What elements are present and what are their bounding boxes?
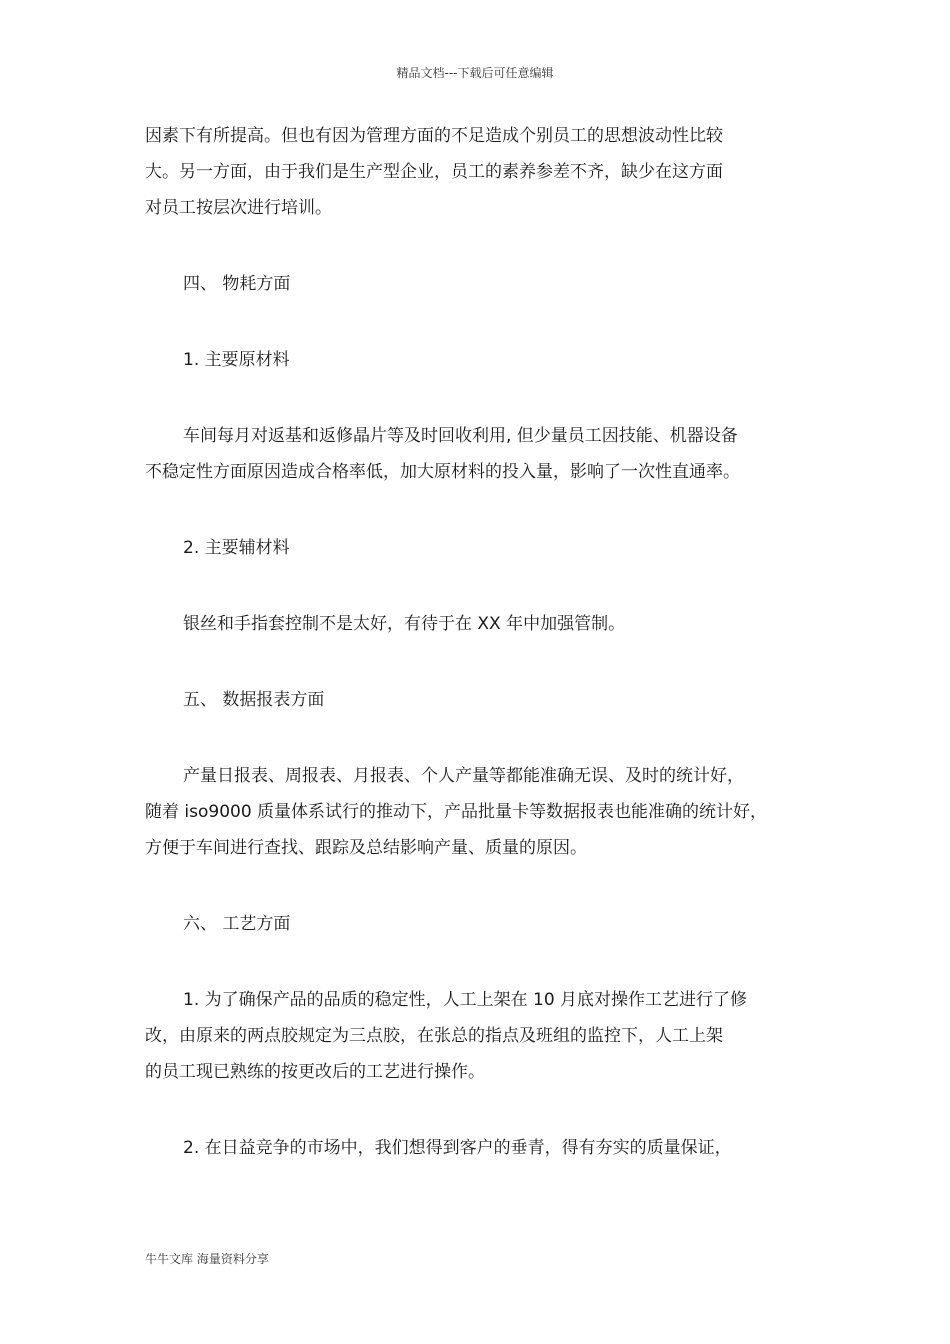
text-line: 方便于车间进行查找、跟踪及总结影响产量、质量的原因。 — [145, 838, 587, 858]
text-line: 的员工现已熟练的按更改后的工艺进行操作。 — [145, 1062, 485, 1082]
text-line: 对员工按层次进行培训。 — [145, 198, 332, 218]
paragraph-process-2 — [145, 1130, 825, 1166]
text-line: 车间每月对返基和返修晶片等及时回收利用, 但少量员工因技能、机器设备 — [183, 426, 738, 446]
text-line: 改，由原来的两点胶规定为三点胶，在张总的指点及班组的监控下，人工上架 — [145, 1026, 723, 1046]
section-heading-4: 四、 物耗方面 — [183, 274, 291, 294]
text-line: 银丝和手指套控制不是太好，有待于在 XX 年中加强管制。 — [183, 614, 626, 634]
subheading-raw-materials: 1. 主要原材料 — [183, 350, 290, 370]
text-line: 1. 为了确保产品的品质的稳定性，人工上架在 10 月底对操作工艺进行了修 — [183, 990, 748, 1010]
text-line: 产量日报表、周报表、月报表、个人产量等都能准确无误、及时的统计好， — [183, 766, 744, 786]
paragraph-raw-materials — [145, 418, 825, 490]
paragraph-continuation — [145, 118, 825, 226]
text-line: 2. 在日益竞争的市场中，我们想得到客户的垂青，得有夯实的质量保证， — [183, 1138, 732, 1158]
text-line: 随着 iso9000 质量体系试行的推动下，产品批量卡等数据报表也能准确的统计好， — [145, 802, 768, 822]
page-footer: 牛牛文库 海量资料分享 — [145, 1252, 269, 1266]
text-line: 因素下有所提高。但也有因为管理方面的不足造成个别员工的思想波动性比较 — [145, 126, 723, 146]
paragraph-data-reports — [145, 758, 825, 866]
paragraph-auxiliary-materials — [145, 606, 825, 642]
section-heading-5: 五、 数据报表方面 — [183, 690, 325, 710]
document-body — [145, 118, 825, 1166]
paragraph-process-1 — [145, 982, 825, 1090]
section-heading-6: 六、 工艺方面 — [183, 914, 291, 934]
text-line: 不稳定性方面原因造成合格率低，加大原材料的投入量，影响了一次性直通率。 — [145, 462, 740, 482]
page-header: 精品文档---下载后可任意编辑 — [396, 66, 554, 80]
text-line: 大。另一方面，由于我们是生产型企业，员工的素养参差不齐，缺少在这方面 — [145, 162, 723, 182]
subheading-auxiliary-materials: 2. 主要辅材料 — [183, 538, 290, 558]
